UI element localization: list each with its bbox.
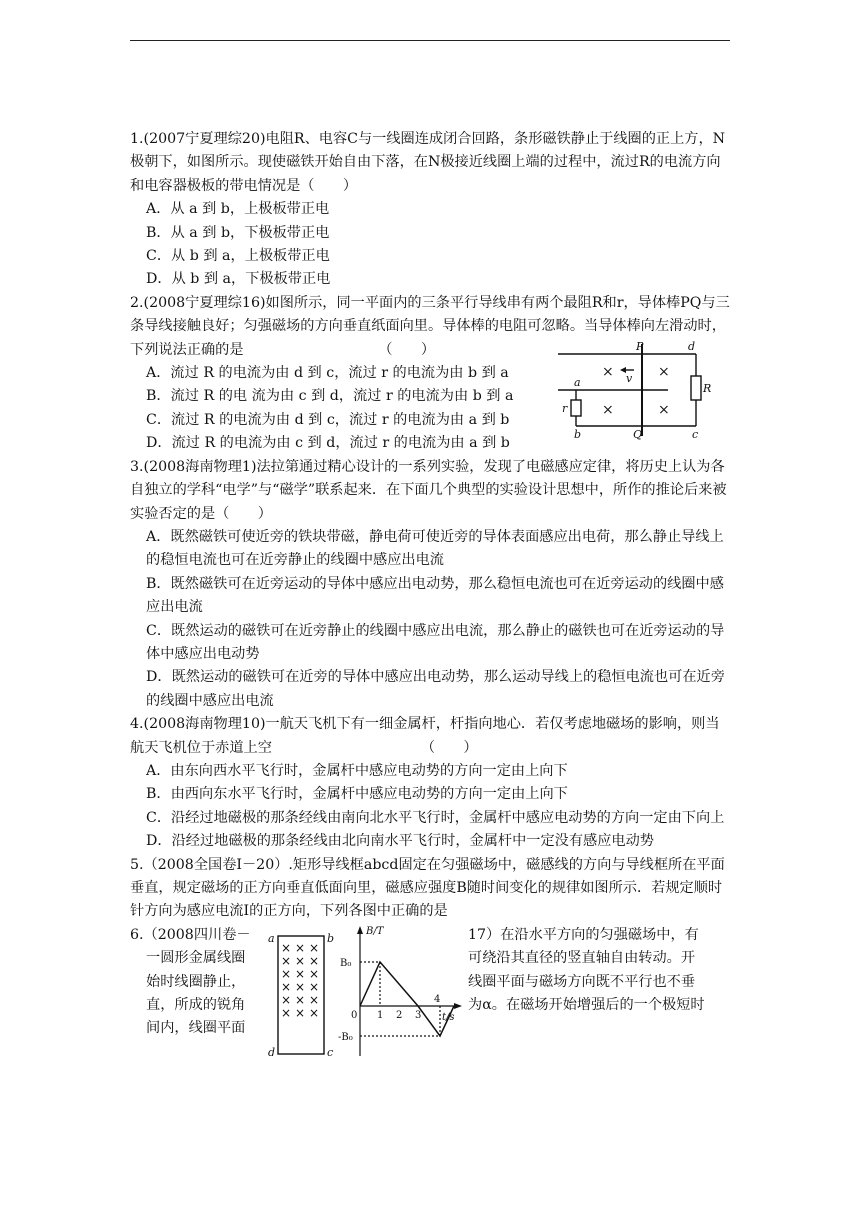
question-5 xyxy=(130,854,730,924)
q2-label-P: P xyxy=(636,339,644,353)
q6-frame-field-x: × xyxy=(295,992,306,1007)
q6-frame-label-a: a xyxy=(268,931,275,945)
q6-frame-field-x: × xyxy=(281,953,292,968)
q2-label-b: b xyxy=(574,427,582,440)
q6-frame-field-x: × xyxy=(309,953,320,968)
q6-frame-field-x: × xyxy=(295,966,306,981)
q6-graph-tick-2: 2 xyxy=(396,1009,403,1021)
q6-frame-field-x: × xyxy=(295,979,306,994)
question-2-option-c: C．流过 R 的电流为由 d 到 c，流过 r 的电流为由 a 到 b xyxy=(146,411,510,428)
question-2-option-b: B．流过 R 的电 流为由 c 到 d，流过 r 的电流为由 b 到 a xyxy=(146,388,514,405)
question-3-option-d: D．既然运动的磁铁可在近旁的导体中感应出电动势，那么运动导线上的稳恒电流也可在近旁的线圈中感应出电流 xyxy=(146,669,725,709)
question-4 xyxy=(130,713,730,853)
q2-label-Q: Q xyxy=(633,427,643,440)
question-4-stem: 4.(2008海南物理10)一航天飞机下有一细金属杆，杆指向地心．若仅考虑地磁场的影响，则当航天飞机位于赤道上空 （ ） xyxy=(130,716,720,756)
q6-frame-label-b: b xyxy=(327,931,335,945)
q6-graph-neg-label: -B₀ xyxy=(338,1031,353,1043)
question-3-option-b: B．既然磁铁可在近旁运动的导体中感应出电动势，那么稳恒电流也可在近旁运动的线圈中感应出电流 xyxy=(146,575,724,616)
q6-frame-field-x: × xyxy=(281,966,292,981)
question-5-stem: 5.（2008全国卷Ⅰ－20）.矩形导线框abcd固定在匀强磁场中，磁感线的方向与导线框所在平面垂直，规定磁场的正方向垂直低面向里，磁感应强度B随时间变化的规律如图所示．若规定顺时针方向为感应电流I的正方向，下列各图中正确的是 xyxy=(130,856,725,920)
q6-frame-field-x: × xyxy=(309,1005,320,1020)
document-body xyxy=(130,128,730,1064)
q6-graph-x-label: t/s xyxy=(442,1011,455,1023)
q6-frame-label-c: c xyxy=(327,1045,334,1058)
question-3-stem: 3.(2008海南物理1)法拉第通过精心设计的一系列实验，发现了电磁感应定律，将历史上认为各自独立的学科“电学”与“磁学”联系起来．在下面几个典型的实验设计思想中，所作的推论后来被实验否定的是（ ） xyxy=(130,458,727,522)
question-6-right-line: 为α。在磁场开始增强后的一个极短时 xyxy=(468,997,705,1014)
q2-label-a: a xyxy=(574,375,581,389)
rectangular-frame-figure xyxy=(266,928,338,1058)
q2-field-x-2: × xyxy=(658,363,670,380)
question-6-left-line: 间内，线圈平面 xyxy=(146,1020,246,1037)
question-6-right-line: 可绕沿其直径的竖直轴自由转动。开 xyxy=(468,950,696,967)
q2-label-c: c xyxy=(692,427,699,440)
q6-graph-y-label: B/T xyxy=(366,925,384,937)
q2-label-R: R xyxy=(703,381,712,395)
question-6-left-line: 一圆形金属线圈 xyxy=(146,950,246,967)
q6-frame-field-x: × xyxy=(281,1005,292,1020)
question-3-option-a: A．既然磁铁可使近旁的铁块带磁，静电荷可使近旁的导体表面感应出电荷，那么静止导线上的稳恒电流也可在近旁静止的线圈中感应出电流 xyxy=(146,528,724,569)
q6-graph-tick-3: 3 xyxy=(415,1009,422,1021)
question-6 xyxy=(130,924,730,1064)
q6-graph-tick-1: 1 xyxy=(377,1009,384,1021)
question-6-right-line: 17）在沿水平方向的匀强磁场中，有 xyxy=(468,926,699,943)
question-3-option-c: C．既然运动的磁铁可在近旁静止的线圈中感应出电流，那么静止的磁铁也可在近旁运动的导体中感应出电动势 xyxy=(146,622,725,662)
q6-graph-tick-4: 4 xyxy=(434,993,441,1005)
question-2-option-d: D．流过 R 的电流为由 c 到 d，流过 r 的电流为由 a 到 b xyxy=(146,435,510,452)
q6-frame-field-x: × xyxy=(309,992,320,1007)
question-6-right-column xyxy=(468,924,730,1018)
question-4-option-d: D．沿经过地磁极的那条经线由北向南水平飞行时，金属杆中一定没有感应电动势 xyxy=(146,833,654,850)
q2-label-v: v xyxy=(626,371,633,385)
q2-field-x-4: × xyxy=(658,401,670,418)
question-4-option-a: A．由东向西水平飞行时，金属杆中感应电动势的方向一定由上向下 xyxy=(146,762,568,779)
q6-graph-pos-label: B₀ xyxy=(340,957,352,969)
question-3 xyxy=(130,456,730,713)
q2-field-x-1: × xyxy=(602,363,614,380)
q2-label-r: r xyxy=(562,401,568,415)
question-6-left-line: 6.（2008四川卷－ xyxy=(130,926,251,943)
question-1-option-a: A．从 a 到 b，上极板带正电 xyxy=(146,201,330,218)
q6-graph-origin: 0 xyxy=(351,1009,358,1021)
question-2-option-a: A．流过 R 的电流为由 d 到 c，流过 r 的电流为由 b 到 a xyxy=(146,365,509,382)
question-1-option-c: C．从 b 到 a，上极板带正电 xyxy=(146,248,330,265)
q6-frame-field-x: × xyxy=(295,953,306,968)
q6-frame-field-x: × xyxy=(309,940,320,955)
question-6-left-line: 始时线圈静止， xyxy=(146,973,246,990)
q6-frame-field-x: × xyxy=(309,966,320,981)
b-t-graph xyxy=(338,920,466,1064)
q6-frame-field-x: × xyxy=(281,940,292,955)
question-2 xyxy=(130,292,730,456)
question-2-stem: 2.(2008宁夏理综16)如图所示，同一平面内的三条平行导线串有两个最阻R和r，导体棒PQ与三条导线接触良好；匀强磁场的方向垂直纸面向里。导体棒的电阻可忽略。当导体棒向左滑动时，下列说法正确的是 （ ） xyxy=(130,294,730,358)
q6-frame-field-x: × xyxy=(281,992,292,1007)
question-1-option-d: D．从 b 到 a，下极板带正电 xyxy=(146,271,331,288)
q6-frame-field-x: × xyxy=(309,979,320,994)
question-1 xyxy=(130,128,730,292)
rail-circuit-figure xyxy=(558,340,730,440)
question-6-left-column xyxy=(130,924,260,1041)
q6-frame-field-x: × xyxy=(281,979,292,994)
q6-frame-label-d: d xyxy=(268,1045,276,1058)
q2-field-x-3: × xyxy=(602,401,614,418)
question-6-right-line: 线圈平面与磁场方向既不平行也不垂 xyxy=(468,973,696,990)
question-6-left-line: 直，所成的锐角 xyxy=(146,997,246,1014)
question-4-option-b: B．由西向东水平飞行时，金属杆中感应电动势的方向一定由上向下 xyxy=(146,786,568,803)
q6-frame-field-x: × xyxy=(295,1005,306,1020)
header-rule xyxy=(130,40,730,41)
q2-label-d: d xyxy=(688,339,696,353)
question-1-stem: 1.(2007宁夏理综20)电阻R、电容C与一线圈连成闭合回路，条形磁铁静止于线圈的正上方，N极朝下，如图所示。现使磁铁开始自由下落，在N极接近线圈上端的过程中，流过R的电流方向和电容器极板的带电情况是（ ） xyxy=(130,131,726,194)
question-1-option-b: B．从 a 到 b，下极板带正电 xyxy=(146,224,330,241)
question-4-option-c: C．沿经过地磁极的那条经线由南向北水平飞行时，金属杆中感应电动势的方向一定由下向上 xyxy=(146,809,725,826)
q6-frame-field-x: × xyxy=(295,940,306,955)
